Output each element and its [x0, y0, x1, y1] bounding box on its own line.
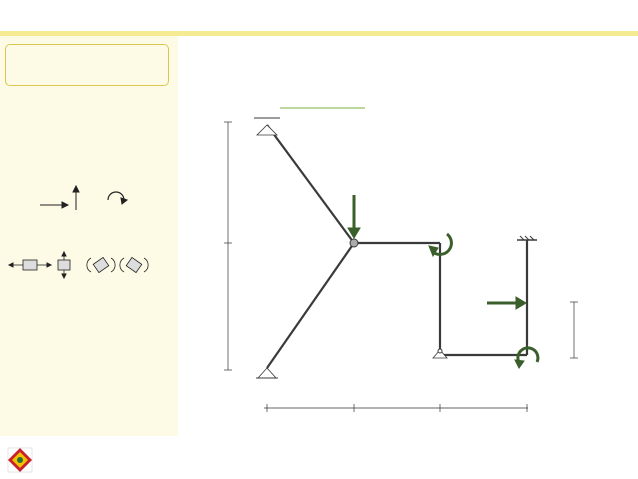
torsion-element-icon — [120, 257, 148, 272]
axial-element-icon — [9, 260, 51, 270]
structure-diagram — [200, 82, 600, 434]
axial-positive-icon — [40, 202, 68, 208]
moment-element-icon — [87, 257, 115, 272]
current-step-highlight — [5, 44, 169, 86]
dimension-lines — [224, 122, 578, 412]
university-logo-icon — [6, 446, 66, 476]
point-load-c — [348, 195, 360, 238]
footer-credits — [385, 464, 393, 473]
pin-support-b — [256, 368, 278, 378]
moment-positive-icon — [108, 192, 127, 204]
shear-positive-icon — [73, 186, 79, 210]
sign-convention-icons — [0, 180, 178, 295]
fixed-support-h — [517, 236, 537, 250]
roller-support-e — [433, 349, 447, 358]
frame-members — [267, 125, 527, 368]
point-load-g — [487, 297, 526, 309]
hinge-c — [350, 239, 358, 247]
shear-element-icon — [58, 252, 70, 278]
fixed-support-a — [254, 118, 280, 135]
